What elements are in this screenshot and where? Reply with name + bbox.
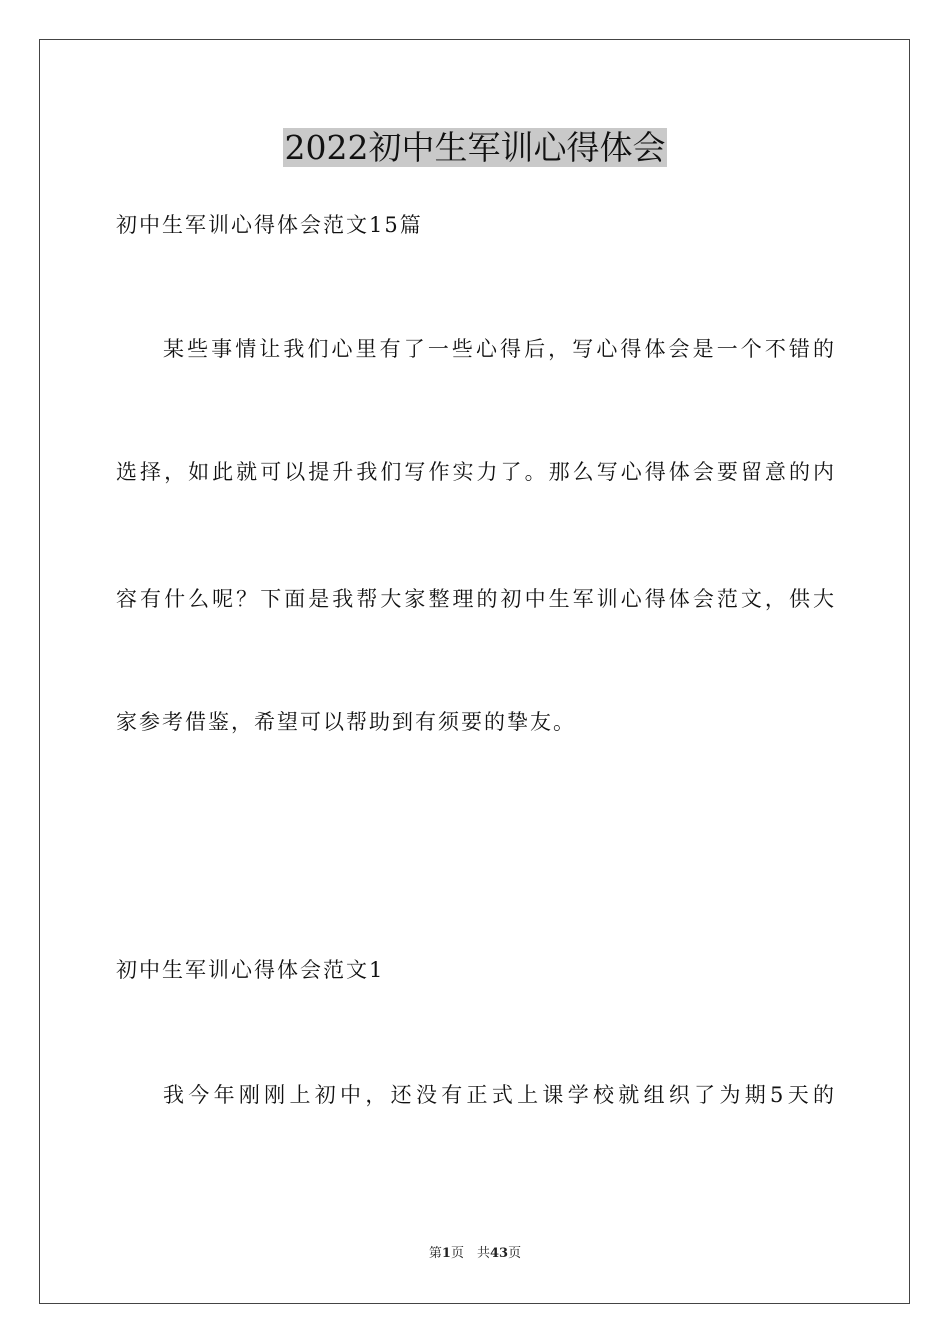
footer-page-prefix: 第 (428, 1246, 442, 1261)
footer-current-page: 1 (441, 1246, 451, 1261)
intro-paragraph-line: 家参考借鉴，希望可以帮助到有须要的挚友。 (116, 710, 576, 734)
document-title (0, 128, 950, 168)
footer-page-suffix: 页 (508, 1246, 522, 1261)
intro-paragraph-line: 某些事情让我们心里有了一些心得后，写心得体会是一个不错的 (163, 337, 836, 361)
section-heading: 初中生军训心得体会范文1 (116, 958, 385, 982)
footer-page-mid: 页 共 (450, 1246, 490, 1261)
intro-paragraph-line: 容有什么呢？下面是我帮大家整理的初中生军训心得体会范文，供大 (116, 587, 836, 611)
section-paragraph-line: 我今年刚刚上初中，还没有正式上课学校就组织了为期5天的 (163, 1083, 836, 1107)
page-footer (0, 1245, 950, 1263)
intro-paragraph-line: 选择，如此就可以提升我们写作实力了。那么写心得体会要留意的内 (116, 460, 836, 484)
document-title-text: 2022初中生军训心得体会 (284, 128, 666, 167)
footer-total-pages: 43 (489, 1246, 509, 1261)
document-subtitle: 初中生军训心得体会范文15篇 (116, 213, 423, 237)
